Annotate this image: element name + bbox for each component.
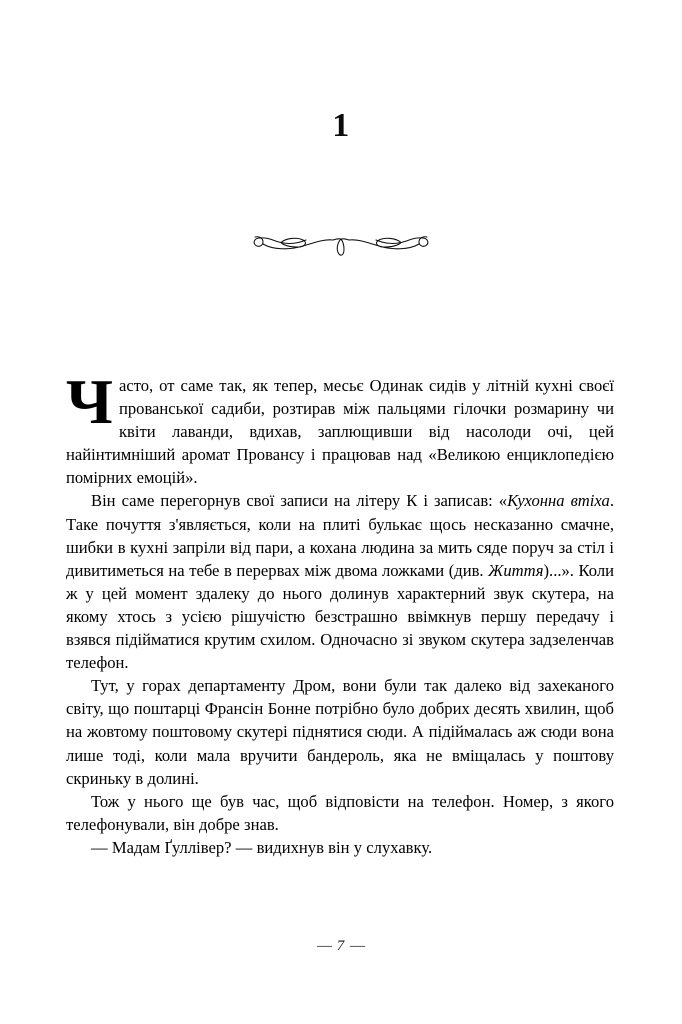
body-text — [66, 366, 614, 859]
paragraph-2-run-1: Він саме перегорнув свої записи на літеру К і записав: « — [91, 491, 508, 511]
paragraph-5-dialogue — [66, 836, 614, 859]
paragraph-5-run-1: — Мадам Ґуллівер? — видихнув він у слухавку. — [91, 837, 433, 857]
paragraph-1 — [66, 366, 614, 489]
folio-dash-right: — — [350, 938, 365, 954]
book-entry-title-kitchen-joy: Кухонна втіха — [507, 491, 610, 511]
paragraph-3-run-1: Тут, у горах департаменту Дром, вони були так далеко від захеканого світу, що поштарці Франсін Бонне потрібно було добрих десять хвилин, щоб на жовтому поштовому скутері піднятися сюди. А підіймалась аж сюди вона лише тоді, коли мала вручити бандероль, яка не вміщалась у поштову скриньку в долині. — [66, 676, 614, 788]
paragraph-4 — [66, 790, 614, 836]
chapter-number: 1 — [332, 107, 350, 144]
flourish-divider-ornament — [0, 214, 682, 270]
paragraph-2-run-5: )...». Коли ж у цей момент здалеку до нього долинув характерний звук скутера, на якому хтось з усією рішучістю безстрашно ввімкнув першу передачу і взявся підійматися крутим схилом. Одночасно зі звуком скутера задзеленчав телефон. — [66, 560, 614, 673]
paragraph-1-run-1: асто, от саме так, як тепер, месьє Одинак сидів у літній кухні своєї прованської садиби, розтирав між пальцями гілочки розмарину чи квіти лаванди, вдихав, заплющивши від насолоди очі, цей найінтимніший аромат Провансу і працював над «Великою енциклопедією помірних емоцій». — [66, 376, 614, 488]
drop-cap: Ч — [66, 366, 113, 437]
book-entry-title-life: Життя — [488, 560, 544, 580]
folio-page-number: 7 — [336, 938, 346, 954]
paragraph-3 — [66, 674, 614, 789]
paragraph-2 — [66, 489, 614, 674]
paragraph-2-run-3: . Таке почуття з'являється, коли на плиті булькає щось несказанно смачне, шибки в кухні запріли від пари, а кохана людина за мить сяде поруч за стіл і дивитиметься на тебе в перервах між двома ложками (див. — [66, 491, 614, 580]
flourish-divider-icon — [251, 221, 431, 263]
folio-dash-left: — — [317, 938, 332, 954]
paragraph-4-run-1: Тож у нього ще був час, щоб відповісти на телефон. Номер, з якого телефонували, він добре знав. — [66, 791, 614, 834]
page-folio — [0, 938, 682, 955]
